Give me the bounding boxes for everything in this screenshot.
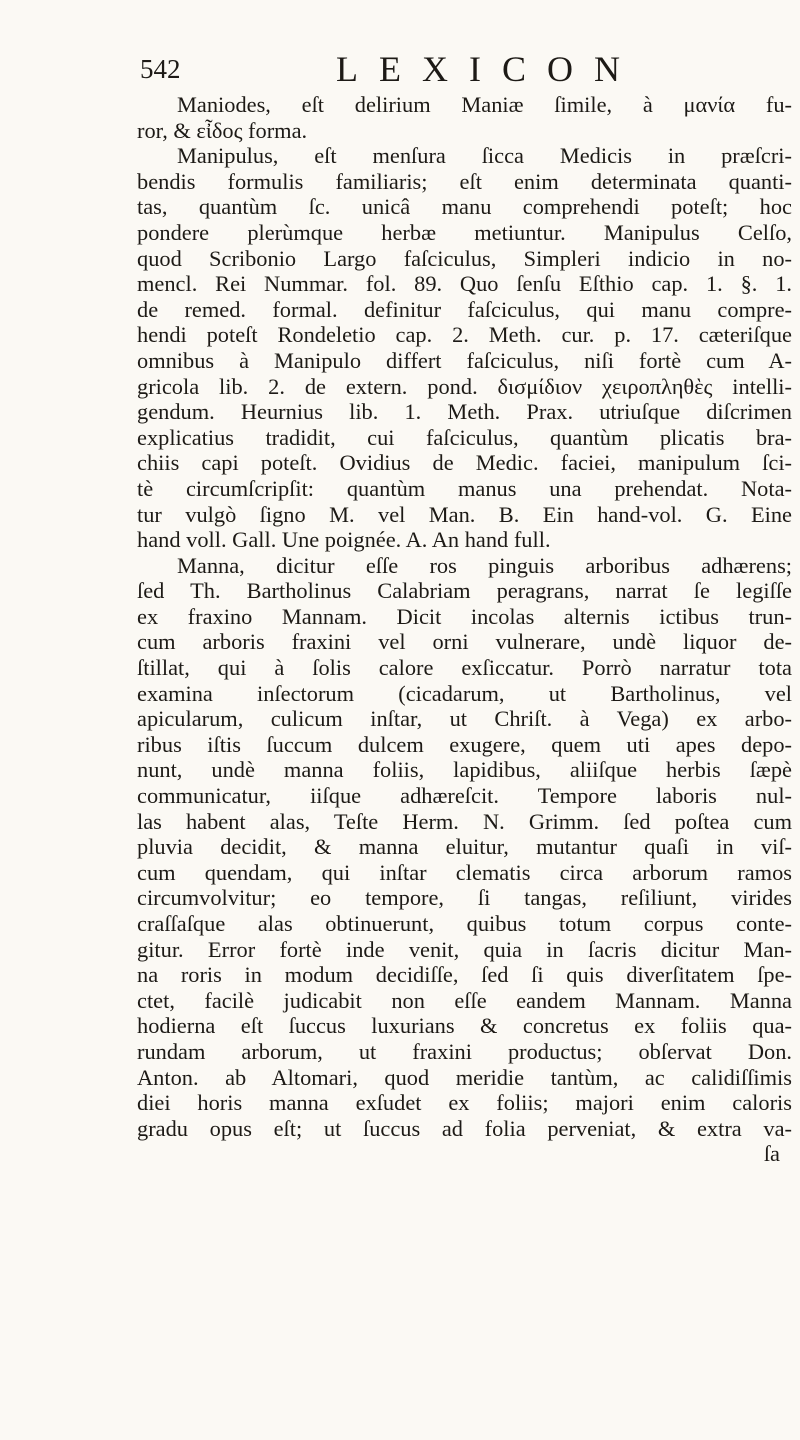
text-line: chiis capi poteſt. Ovidius de Medic. faciei, manipulum ſci- bbox=[137, 450, 792, 476]
text-line: ex fraxino Mannam. Dicit incolas alternis ictibus trun- bbox=[137, 603, 792, 629]
text-line: communicatur, iiſque adhæreſcit. Tempore laboris nul- bbox=[137, 783, 792, 809]
text-line: pondere plerùmque herbæ metiuntur. Manipulus Celſo, bbox=[137, 219, 792, 245]
text-line: omnibus à Manipulo differt faſciculus, niſi fortè cum A- bbox=[137, 347, 792, 373]
text-line: bendis formulis familiaris; eſt enim determinata quanti- bbox=[137, 168, 792, 194]
text-line: ſtillat, qui à ſolis calore exſiccatur. Porrò narratur tota bbox=[137, 655, 792, 681]
text-line: explicatius tradidit, cui faſciculus, quantùm plicatis bra- bbox=[137, 424, 792, 450]
text-line: ctet, facilè judicabit non eſſe eandem Mannam. Manna bbox=[137, 987, 792, 1013]
text-line: mencl. Rei Nummar. fol. 89. Quo ſenſu Eſthio cap. 1. §. 1. bbox=[137, 271, 792, 297]
dictionary-text bbox=[137, 92, 792, 1167]
text-line: ribus iſtis ſuccum dulcem exugere, quem uti apes depo- bbox=[137, 731, 792, 757]
text-line: pluvia decidit, & manna eluitur, mutantur quaſi in viſ- bbox=[137, 834, 792, 860]
text-line: hand voll. Gall. Une poignée. A. An hand full. bbox=[137, 527, 551, 553]
text-line: Maniodes, eſt delirium Maniæ ſimile, à μανία fu- bbox=[177, 92, 792, 117]
text-line: examina inſectorum (cicadarum, ut Bartholinus, vel bbox=[137, 680, 792, 706]
text-line: rundam arborum, ut fraxini productus; obſervat Don. bbox=[137, 1038, 792, 1064]
text-line: las habent alas, Teſte Herm. N. Grimm. ſed poſtea cum bbox=[137, 808, 792, 834]
text-line: tur vulgò ſigno M. vel Man. B. Ein hand-vol. G. Eine bbox=[137, 501, 792, 527]
text-line: gitur. Error fortè inde venit, quia in ſacris dicitur Man- bbox=[137, 936, 792, 962]
text-line: Manipulus, eſt menſura ſicca Medicis in præſcri- bbox=[177, 143, 792, 169]
text-line: craſſaſque alas obtinuerunt, quibus totum corpus conte- bbox=[137, 911, 792, 936]
text-line: hendi poteſt Rondeletio cap. 2. Meth. cur. p. 17. cæteriſque bbox=[137, 322, 792, 348]
text-line: na roris in modum decidiſſe, ſed ſi quis diverſitatem ſpe- bbox=[137, 962, 792, 988]
text-line: ror, & εἶδος forma. bbox=[137, 117, 308, 143]
text-line: tè circumſcripſit: quantùm manus una prehendat. Nota- bbox=[137, 475, 792, 501]
text-line: Manna, dicitur eſſe ros pinguis arboribus adhærens; bbox=[177, 552, 792, 578]
text-line: circumvolvitur; eo tempore, ſi tangas, reſiliunt, virides bbox=[137, 885, 792, 911]
running-head: LEXICON bbox=[336, 49, 641, 89]
text-line: hodierna eſt ſuccus luxurians & concretus ex foliis qua- bbox=[137, 1013, 792, 1039]
catchword: ſa bbox=[763, 1141, 780, 1167]
text-line: tas, quantùm ſc. unicâ manu comprehendi poteſt; hoc bbox=[137, 194, 792, 220]
text-line: quod Scribonio Largo faſciculus, Simpleri indicio in no- bbox=[137, 245, 792, 271]
text-line: gradu opus eſt; ut ſuccus ad folia perveniat, & extra va- bbox=[137, 1115, 792, 1141]
text-line: gendum. Heurnius lib. 1. Meth. Prax. utriuſque diſcrimen bbox=[137, 399, 792, 425]
text-line: ſed Th. Bartholinus Calabriam peragrans, narrat ſe legiſſe bbox=[137, 578, 792, 604]
text-line: nunt, undè manna foliis, lapidibus, aliiſque herbis ſæpè bbox=[137, 757, 792, 783]
text-line: gricola lib. 2. de extern. pond. δισμίδιον χειροπληθὲς intelli- bbox=[137, 373, 792, 399]
text-line: cum quendam, qui inſtar clematis circa arborum ramos bbox=[137, 859, 792, 885]
text-line: de remed. formal. definitur faſciculus, qui manu compre- bbox=[137, 296, 792, 322]
text-line: diei horis manna exſudet ex foliis; majori enim caloris bbox=[137, 1090, 792, 1116]
text-line: Anton. ab Altomari, quod meridie tantùm, ac calidiſſimis bbox=[137, 1064, 792, 1090]
text-line: cum arboris fraxini vel orni vulnerare, undè liquor de- bbox=[137, 629, 792, 655]
text-line: apicularum, culicum inſtar, ut Chriſt. à Vega) ex arbo- bbox=[137, 706, 792, 732]
page-number: 542 bbox=[140, 54, 181, 84]
page-header bbox=[138, 46, 758, 90]
